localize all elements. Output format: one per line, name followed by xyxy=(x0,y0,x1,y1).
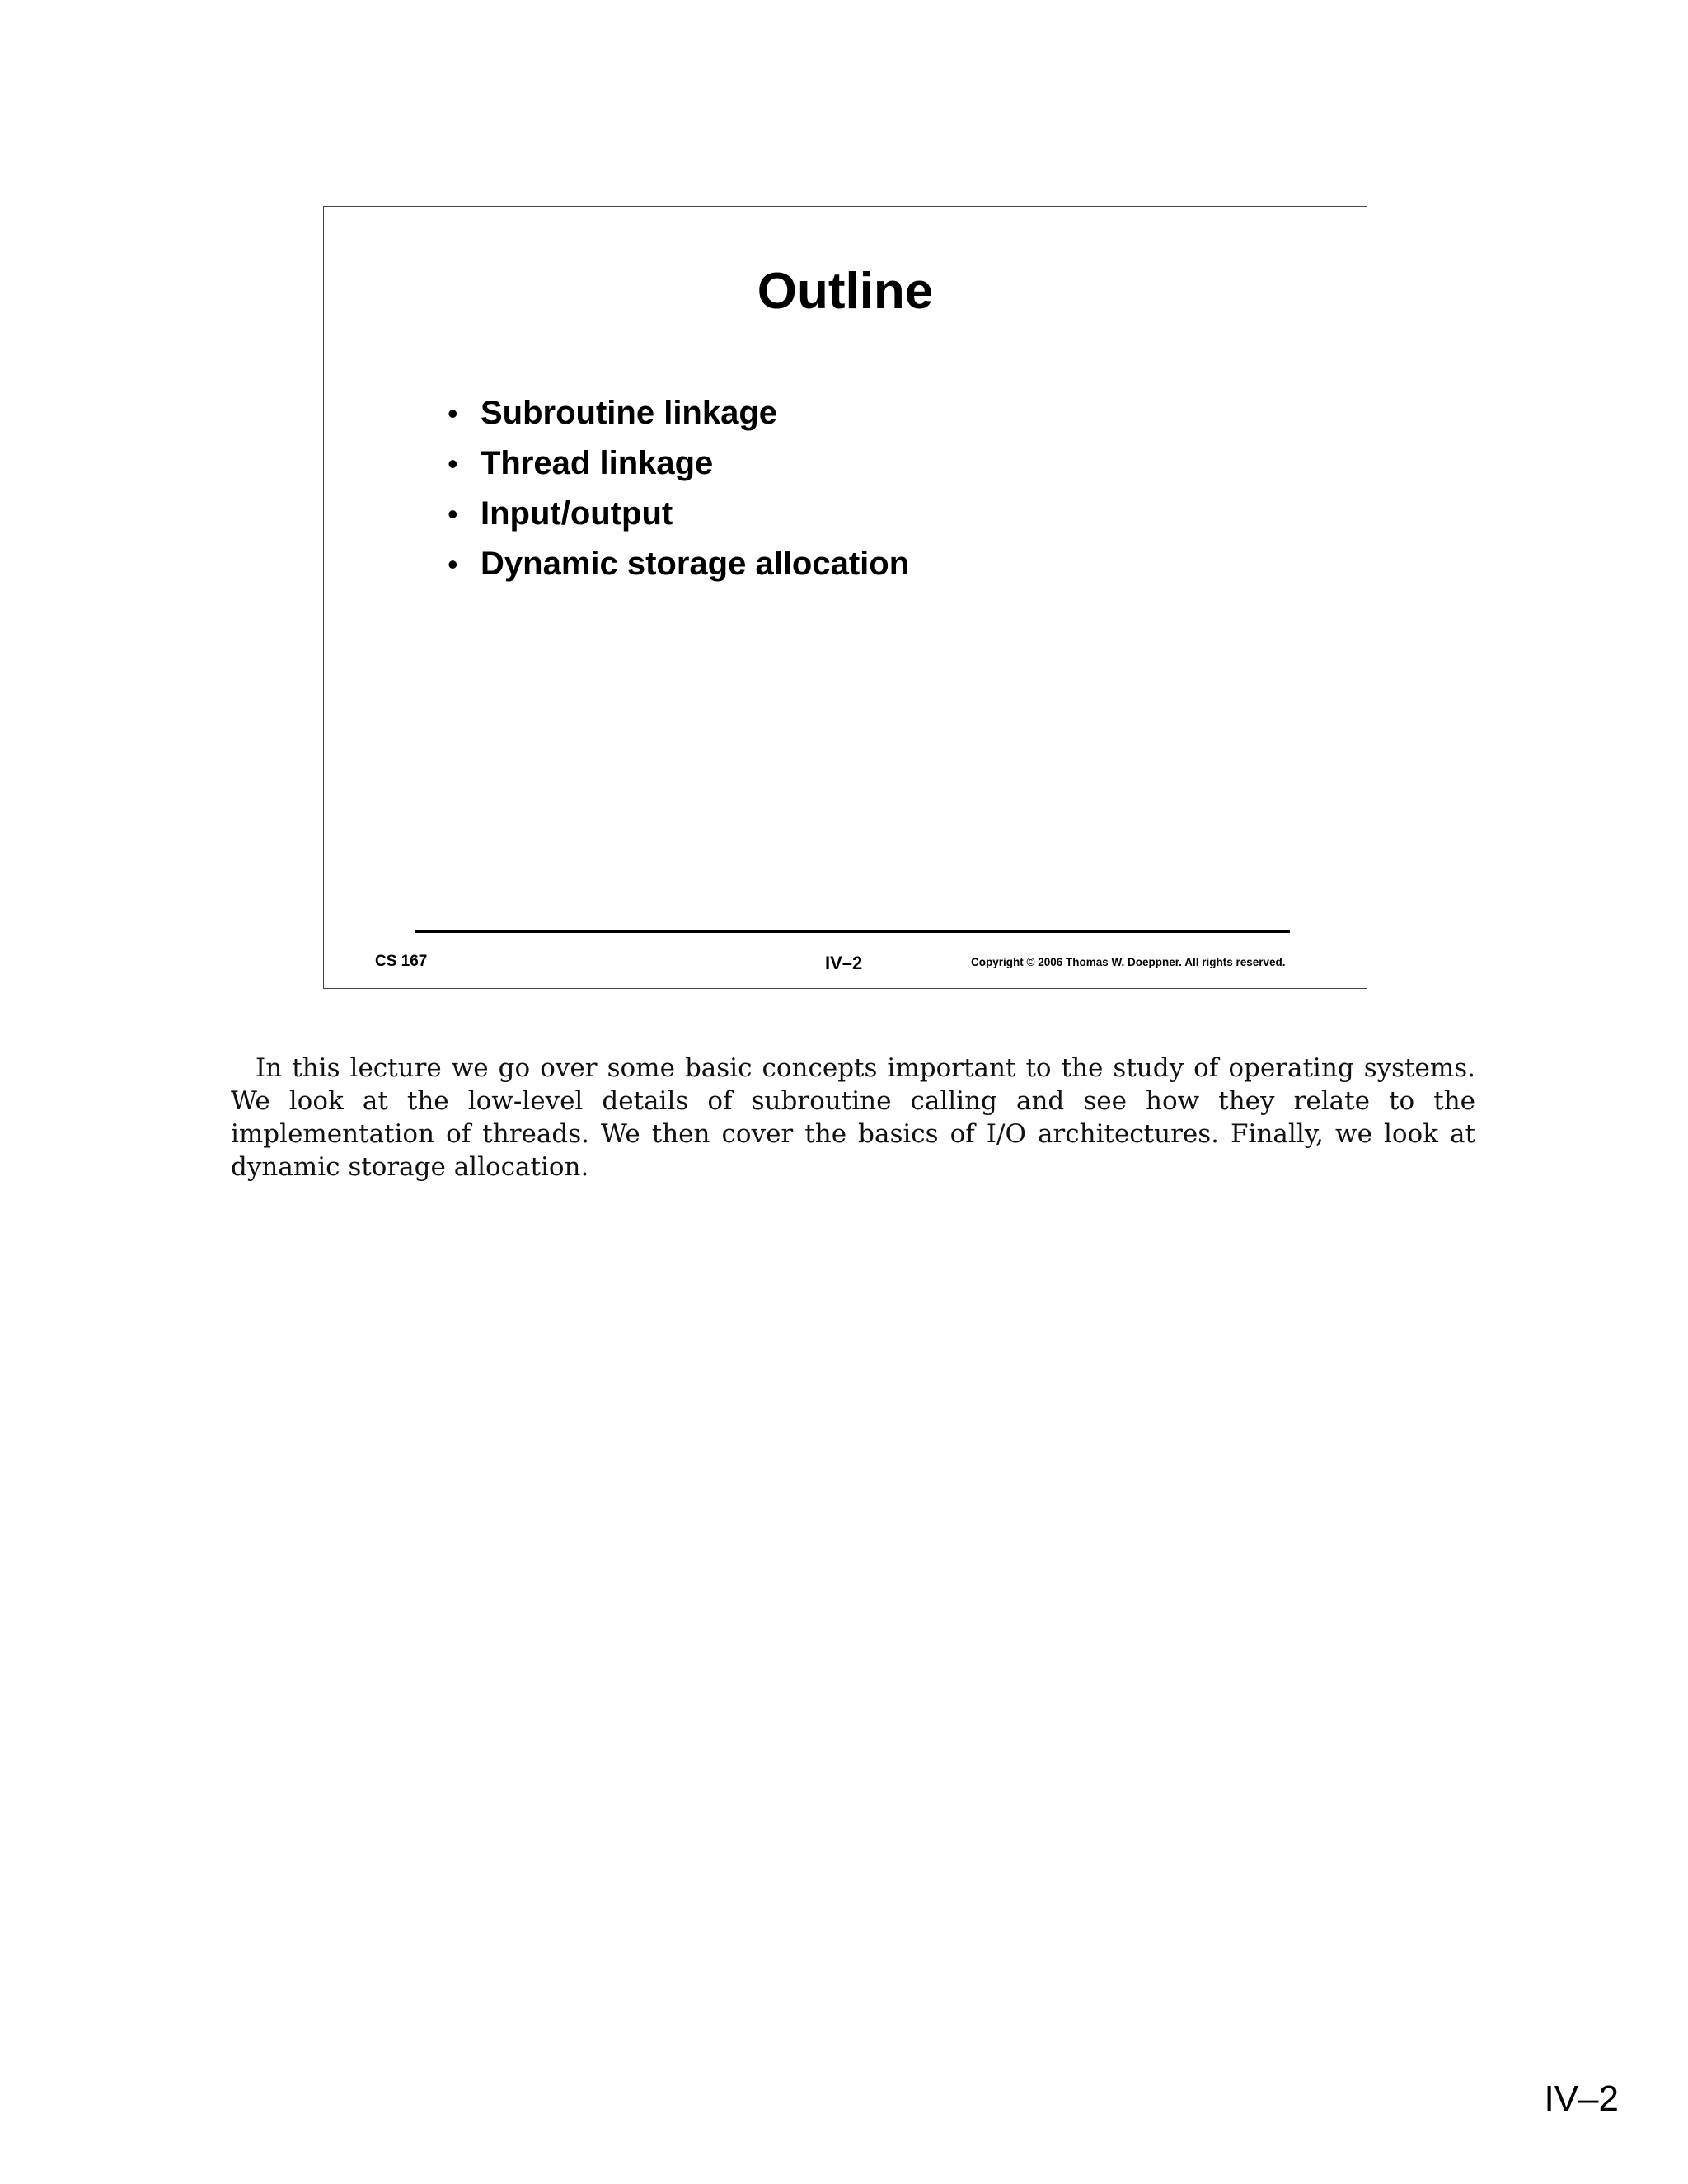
bullet-dot-icon: • xyxy=(448,547,458,581)
slide-title: Outline xyxy=(757,263,934,320)
bullet-dot-icon: • xyxy=(448,396,458,430)
notes-paragraph: In this lecture we go over some basic concepts important to the study of operating systems. We look at the low-level details of subroutine calling and see how they relate to the implementation of threads. We then cover the basics of I/O architectures. Finally, we look at dynamic storage allocation. xyxy=(231,1053,1475,1182)
bullet-list xyxy=(448,388,909,589)
bullet-label: Thread linkage xyxy=(481,445,714,481)
footer-divider xyxy=(415,930,1290,933)
footer-slide-number: IV–2 xyxy=(825,953,863,973)
bullet-label: Dynamic storage allocation xyxy=(481,546,910,582)
bullet-item xyxy=(448,539,909,589)
bullet-item xyxy=(448,388,909,438)
bullet-label: Subroutine linkage xyxy=(481,395,778,431)
footer-course: CS 167 xyxy=(375,953,428,970)
bullet-dot-icon: • xyxy=(448,447,458,480)
bullet-item xyxy=(448,438,909,489)
bullet-label: Input/output xyxy=(481,495,673,532)
bullet-dot-icon: • xyxy=(448,497,458,531)
page-number: IV–2 xyxy=(1544,2079,1619,2119)
footer-copyright: Copyright © 2006 Thomas W. Doeppner. All rights reserved. xyxy=(971,956,1286,968)
bullet-item xyxy=(448,489,909,539)
slide-frame xyxy=(323,206,1367,989)
